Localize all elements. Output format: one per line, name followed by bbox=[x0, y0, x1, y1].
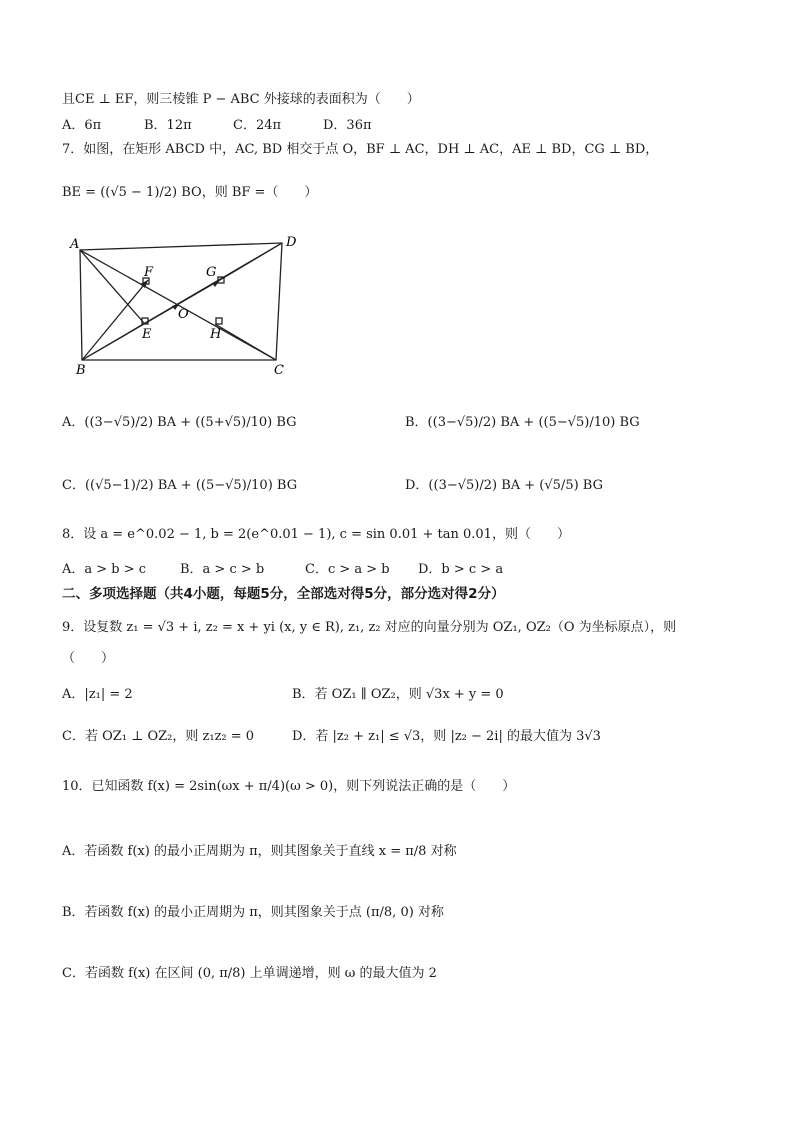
q10-option-b: B．若函数 f(x) 的最小正周期为 π，则其图象关于点 (π/8, 0) 对称 bbox=[62, 905, 444, 920]
q6-option-d: D．36π bbox=[323, 118, 372, 133]
q9-option-b: B．若 OZ₁ ∥ OZ₂，则 √3x + y = 0 bbox=[292, 687, 504, 702]
q10-option-c: C．若函数 f(x) 在区间 (0, π/8) 上单调递增，则 ω 的最大值为 2 bbox=[62, 966, 437, 981]
label-o: O bbox=[178, 307, 189, 322]
right-angle-h bbox=[216, 318, 222, 324]
q8-option-a: A．a > b > c bbox=[62, 562, 147, 577]
segment-ae bbox=[80, 250, 144, 323]
label-h: H bbox=[210, 327, 222, 342]
segment-dg bbox=[220, 243, 282, 280]
q7-option-d: D．((3−√5)/2) BA + (√5/5) BG bbox=[405, 478, 603, 493]
q7-option-a: A．((3−√5)/2) BA + ((5+√5)/10) BG bbox=[62, 415, 297, 430]
label-a: A bbox=[70, 237, 80, 252]
q9-stem: 9．设复数 z₁ = √3 + i, z₂ = x + yi (x, y ∈ R), z₁, z₂ 对应的向量分别为 OZ₁, OZ₂（O 为坐标原点），则 bbox=[62, 620, 677, 635]
q6-option-a: A．6π bbox=[62, 118, 102, 133]
q9-option-c: C．若 OZ₁ ⊥ OZ₂，则 z₁z₂ = 0 bbox=[62, 729, 255, 744]
q9-option-d: D．若 |z₂ + z₁| ≤ √3，则 |z₂ − 2i| 的最大值为 3√3 bbox=[292, 729, 601, 744]
q8-option-b: B．a > c > b bbox=[180, 562, 265, 577]
q9-option-a: A．|z₁| = 2 bbox=[62, 687, 133, 702]
segment-bf bbox=[82, 280, 148, 360]
q6-option-b: B．12π bbox=[144, 118, 192, 133]
q7-condition: BE = ((√5 − 1)/2) BO，则 BF =（ ） bbox=[62, 185, 318, 200]
label-c: C bbox=[274, 363, 284, 378]
q7-option-b: B．((3−√5)/2) BA + ((5−√5)/10) BG bbox=[405, 415, 640, 430]
q7-rectangle-figure bbox=[60, 228, 310, 378]
q8-option-c: C．c > a > b bbox=[305, 562, 390, 577]
label-f: F bbox=[144, 265, 154, 280]
q7-stem: 7．如图，在矩形 ABCD 中，AC, BD 相交于点 O，BF ⊥ AC，DH ⊥ AC，AE ⊥ BD，CG ⊥ BD， bbox=[62, 142, 659, 157]
segment-eh-vector bbox=[82, 280, 220, 360]
q9-paren: （ ） bbox=[62, 651, 115, 666]
q8-stem: 8．设 a = e^0.02 − 1, b = 2(e^0.01 − 1), c = sin 0.01 + tan 0.01，则（ ） bbox=[62, 527, 570, 542]
label-e: E bbox=[142, 327, 152, 342]
segment-ch bbox=[215, 324, 276, 360]
section-multiple-choice-heading: 二、多项选择题（共4小题，每题5分，全部选对得5分，部分选对得2分） bbox=[62, 586, 505, 602]
q7-option-c: C．((√5−1)/2) BA + ((5−√5)/10) BG bbox=[62, 478, 298, 493]
label-d: D bbox=[286, 235, 297, 250]
q10-option-a: A．若函数 f(x) 的最小正周期为 π，则其图象关于直线 x = π/8 对称 bbox=[62, 844, 457, 859]
q8-option-d: D．b > c > a bbox=[418, 562, 504, 577]
q10-stem: 10．已知函数 f(x) = 2sin(ωx + π/4)(ω > 0)，则下列说法正确的是（ ） bbox=[62, 779, 516, 794]
q6-tail: 且CE ⊥ EF，则三棱锥 P − ABC 外接球的表面积为（ ） bbox=[62, 92, 420, 107]
q6-option-c: C．24π bbox=[233, 118, 282, 133]
label-b: B bbox=[76, 363, 86, 378]
label-g: G bbox=[206, 265, 217, 280]
